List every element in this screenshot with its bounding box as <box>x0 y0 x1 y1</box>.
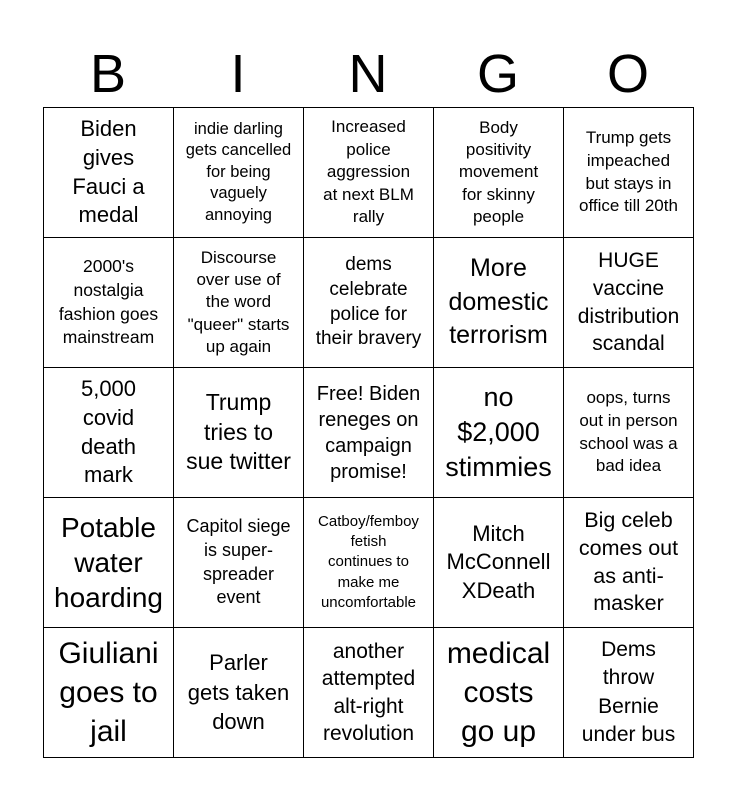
bingo-cell <box>304 238 434 368</box>
bingo-cell <box>434 498 564 628</box>
bingo-cell <box>44 238 174 368</box>
bingo-cell-text: indie darling gets cancelled for being vaguely annoying <box>185 119 292 224</box>
bingo-cell <box>44 628 174 758</box>
bingo-header <box>43 40 693 108</box>
bingo-cell-text: dems celebrate police for their bravery <box>315 254 422 350</box>
bingo-cell <box>564 498 694 628</box>
bingo-cell <box>304 628 434 758</box>
bingo-cell <box>304 498 434 628</box>
header-letter-g: G <box>476 44 519 104</box>
bingo-cell <box>434 368 564 498</box>
header-letter-i: I <box>230 44 246 104</box>
bingo-cell-text: 5,000 covid death mark <box>80 376 137 488</box>
bingo-cell <box>174 108 304 238</box>
bingo-cell-text: Capitol siege is super- spreader event <box>186 516 291 608</box>
bingo-cell-text: HUGE vaccine distribution scandal <box>577 248 680 356</box>
bingo-cell-text: Discourse over use of the word "queer" starts up again <box>187 248 290 356</box>
bingo-cell <box>174 498 304 628</box>
bingo-cell-text: More domestic terrorism <box>448 253 549 350</box>
bingo-cell-text: Trump tries to sue twitter <box>186 388 291 475</box>
bingo-cell-text: Dems throw Bernie under bus <box>581 637 676 746</box>
bingo-cell <box>564 238 694 368</box>
bingo-cell <box>174 238 304 368</box>
bingo-cell <box>174 368 304 498</box>
bingo-cell <box>174 628 304 758</box>
bingo-cell <box>434 238 564 368</box>
bingo-cell <box>564 108 694 238</box>
bingo-cell-text: Increased police aggression at next BLM rally <box>323 116 414 227</box>
bingo-board <box>43 107 694 758</box>
bingo-cell <box>44 498 174 628</box>
bingo-cell-text: Catboy/femboy fetish continues to make me uncomfortable <box>318 512 419 611</box>
bingo-cell-text: Biden gives Fauci a medal <box>72 116 145 228</box>
bingo-cell <box>44 108 174 238</box>
bingo-cell-text: Giuliani goes to jail <box>58 637 159 748</box>
bingo-cell <box>434 628 564 758</box>
bingo-cell-text: Big celeb comes out as anti- masker <box>578 507 679 616</box>
bingo-cell-text: Potable water hoarding <box>54 512 163 613</box>
bingo-cell-text: Mitch McConnell XDeath <box>446 520 551 603</box>
bingo-cell <box>564 368 694 498</box>
bingo-cell <box>564 628 694 758</box>
bingo-cell-text: medical costs go up <box>446 637 551 748</box>
bingo-cell-text: Free! Biden reneges on campaign promise! <box>316 382 421 483</box>
header-letter-b: B <box>89 44 127 104</box>
header-letter-n: N <box>348 44 388 104</box>
bingo-cell-text: oops, turns out in person school was a bad idea <box>579 387 678 476</box>
bingo-cell-text: Parler gets taken down <box>187 649 290 735</box>
header-letter-o: O <box>606 44 649 104</box>
bingo-cell <box>44 368 174 498</box>
bingo-cell-text: 2000's nostalgia fashion goes mainstream <box>58 256 159 348</box>
bingo-cell <box>304 108 434 238</box>
bingo-cell-text: Trump gets impeached but stays in office till 20th <box>579 127 678 216</box>
bingo-cell-text: Body positivity movement for skinny people <box>458 118 539 226</box>
bingo-cell-text: another attempted alt-right revolution <box>321 639 416 745</box>
bingo-cell <box>434 108 564 238</box>
bingo-cell <box>304 368 434 498</box>
bingo-cell-text: no $2,000 stimmies <box>445 381 552 483</box>
